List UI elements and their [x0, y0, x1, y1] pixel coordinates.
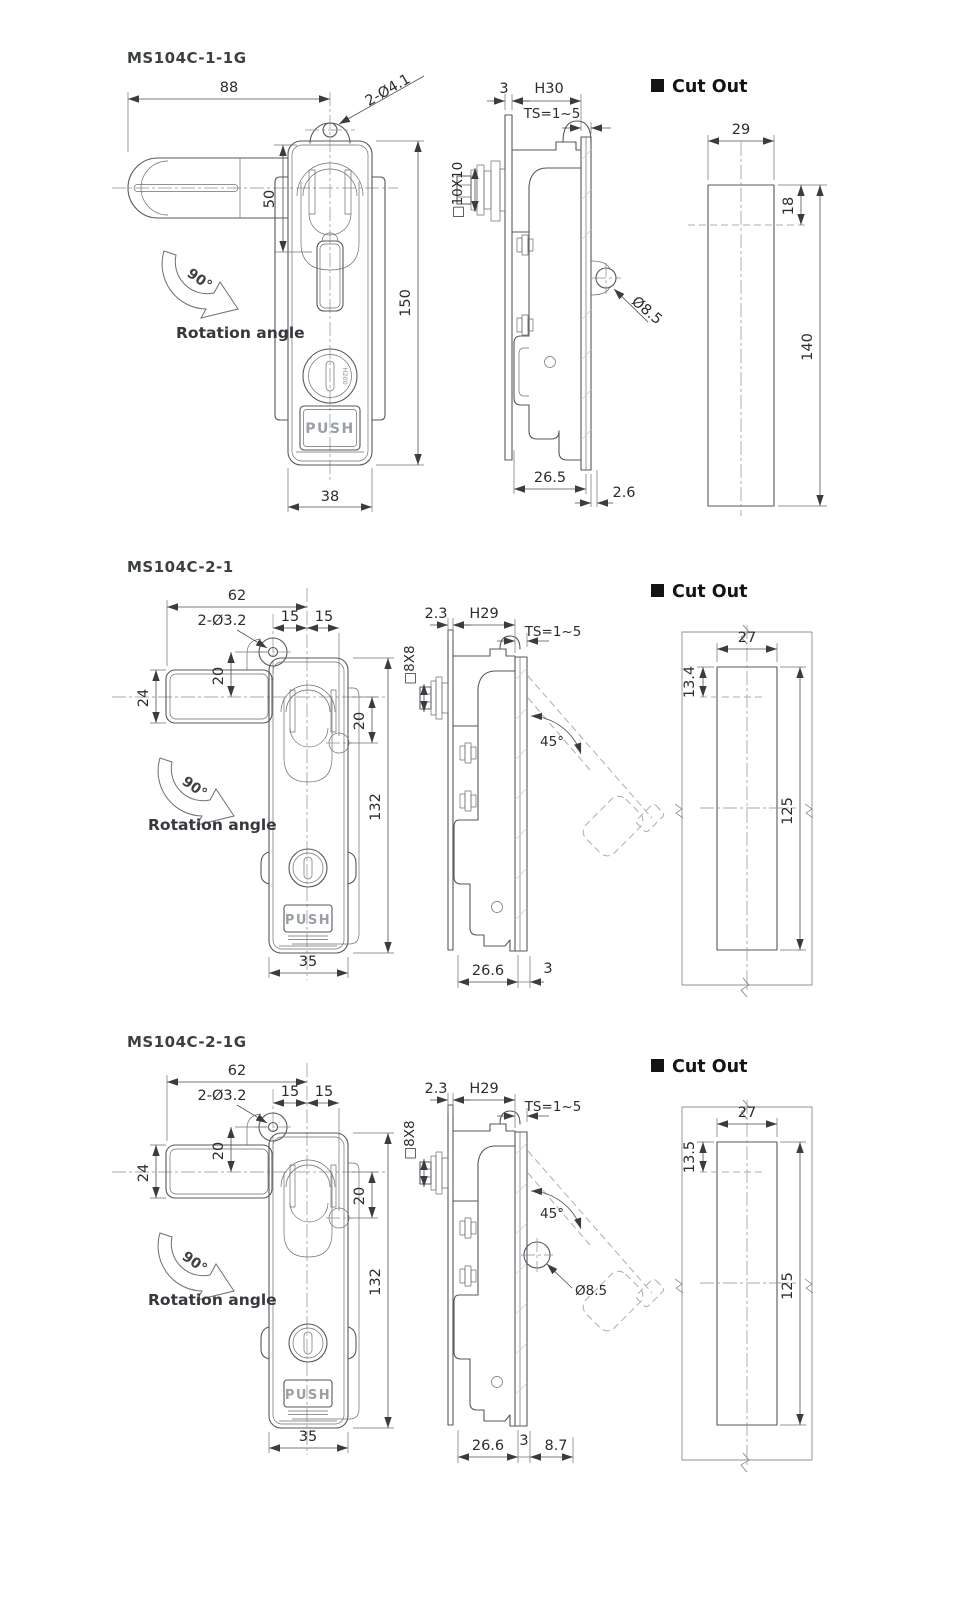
- front-view: [112, 1063, 394, 1455]
- rotation-angle: 90°: [178, 773, 210, 802]
- dim-spindle: □10X10: [450, 161, 466, 219]
- dim-off-right: 15: [314, 1084, 334, 1100]
- rotation-label: Rotation angle: [148, 816, 277, 834]
- screw-icon: [492, 1377, 503, 1388]
- cutout-width: 27: [737, 1105, 757, 1121]
- gasket-plate: [448, 1105, 453, 1425]
- model-label: MS104C-2-1G: [127, 1033, 247, 1051]
- dim-width: 88: [219, 80, 239, 96]
- dim-hole: Ø8.5: [575, 1283, 608, 1299]
- dim-height: 150: [398, 289, 414, 317]
- dim-spindle: □8X8: [402, 645, 418, 685]
- dim-holes: 2-Ø3.2: [197, 613, 247, 629]
- section-bullet-icon: [651, 584, 664, 597]
- side-view: [450, 81, 665, 507]
- push-label: PUSH: [284, 913, 332, 928]
- dim-open-angle: 45°: [540, 734, 564, 750]
- gasket-plate: [448, 630, 453, 950]
- section-ms104c-2-1g: [0, 1005, 953, 1600]
- model-label: MS104C-1-1G: [127, 49, 247, 67]
- dim-holes: 2-Ø3.2: [197, 1088, 247, 1104]
- cutout-width: 27: [737, 630, 757, 646]
- push-label: PUSH: [284, 1388, 332, 1403]
- push-label: PUSH: [305, 421, 355, 437]
- cutout-view: [651, 77, 827, 516]
- rotation-angle: 90°: [178, 1248, 210, 1277]
- section-ms104c-2-1: [0, 530, 953, 1005]
- dim-depth: 26.6: [471, 963, 505, 979]
- key-cylinder: [289, 849, 327, 887]
- cutout-height: 125: [780, 797, 796, 825]
- gasket-plate: [505, 115, 512, 460]
- door-panel: [515, 1132, 527, 1426]
- dim-body-width: 38: [320, 489, 340, 505]
- dim-upper: 50: [262, 189, 278, 209]
- keyhole: [304, 1332, 312, 1354]
- dim-body-width: 35: [298, 1429, 318, 1445]
- dim-width: 62: [227, 588, 247, 604]
- dim-off-right: 15: [314, 609, 334, 625]
- dim-height: 132: [368, 1268, 384, 1296]
- side-view: [402, 606, 665, 988]
- dim-back: 3: [519, 1433, 529, 1449]
- cutout-top: 18: [781, 196, 797, 216]
- side-view: [402, 1081, 665, 1463]
- rotation-label: Rotation angle: [176, 324, 305, 342]
- cutout-title: Cut Out: [672, 582, 748, 602]
- dim-plate: 2.3: [424, 606, 448, 622]
- key-cylinder: [289, 1324, 327, 1362]
- cutout-height: 140: [800, 333, 816, 361]
- keyhole: [304, 857, 312, 879]
- dim-width: 62: [227, 1063, 247, 1079]
- rotation-angle: 90°: [183, 265, 215, 294]
- dim-depth: 26.5: [533, 470, 567, 486]
- screw-icon: [492, 902, 503, 913]
- model-label: MS104C-2-1: [127, 558, 234, 576]
- dim-depth: 26.6: [471, 1438, 505, 1454]
- dim-back: 3: [543, 961, 553, 977]
- dim-holes: 2-Ø4.1: [362, 71, 414, 110]
- dim-off-left: 15: [280, 1084, 300, 1100]
- dim-spindle: □8X8: [402, 1120, 418, 1160]
- section-bullet-icon: [651, 1059, 664, 1072]
- dim-handle: 24: [136, 688, 152, 708]
- dim-plate: 3: [499, 81, 509, 97]
- dim-off-left: 15: [280, 609, 300, 625]
- latch-arm: [453, 649, 515, 656]
- dim-upper: 20: [211, 666, 227, 686]
- dim-ts: TS=1~5: [523, 106, 581, 122]
- key-code-label: H200: [341, 367, 349, 385]
- section-bullet-icon: [651, 79, 664, 92]
- cutout-height: 125: [780, 1272, 796, 1300]
- cutout-title: Cut Out: [672, 77, 748, 97]
- dim-hole: Ø8.5: [628, 293, 665, 329]
- dim-upper: 20: [211, 1141, 227, 1161]
- dim-lower: 20: [352, 711, 368, 731]
- dim-lower: 20: [352, 1186, 368, 1206]
- front-view: [112, 588, 394, 980]
- latch-arm: [512, 142, 581, 150]
- dim-height: 132: [368, 793, 384, 821]
- open-handle-projection: [528, 1151, 652, 1293]
- cutout-width: 29: [731, 122, 751, 138]
- cutout-top: 13.5: [682, 1140, 698, 1174]
- dim-h: H30: [534, 81, 564, 97]
- cutout-view: [651, 1057, 813, 1472]
- rotation-label: Rotation angle: [148, 1291, 277, 1309]
- latch-arm: [453, 1124, 515, 1131]
- dim-open-angle: 45°: [540, 1206, 564, 1222]
- dim-h: H29: [469, 1081, 499, 1097]
- cutout-top: 13.4: [682, 665, 698, 699]
- cutout-title: Cut Out: [672, 1057, 748, 1077]
- cutout-view: [651, 582, 813, 997]
- dim-ts: TS=1~5: [524, 624, 582, 640]
- front-view: [112, 71, 424, 512]
- dim-h: H29: [469, 606, 499, 622]
- dim-tip: 8.7: [544, 1438, 568, 1454]
- screw-icon: [545, 357, 556, 368]
- dim-handle: 24: [136, 1163, 152, 1183]
- dim-body-width: 35: [298, 954, 318, 970]
- dim-back: 2.6: [612, 485, 636, 501]
- dim-ts: TS=1~5: [524, 1099, 582, 1115]
- door-panel: [515, 657, 527, 951]
- section-ms104c-1-1g: [0, 0, 953, 530]
- dim-plate: 2.3: [424, 1081, 448, 1097]
